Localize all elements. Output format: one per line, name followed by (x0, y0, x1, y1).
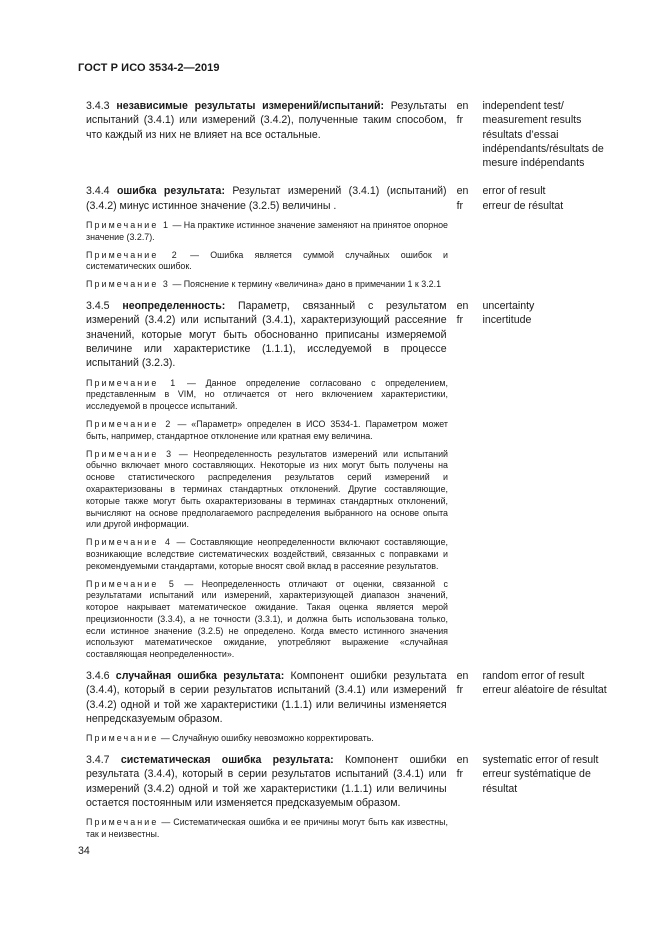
term-entry-3-4-5 (86, 299, 610, 370)
french-term: erreur aléatoire de résultat (482, 684, 607, 697)
note-text: — Данное определение согласовано с определением, представленным в VIM, но отличается от него включением характеристики, исследуемой в процессе испытаний. (86, 377, 448, 412)
lang-en: en (456, 300, 469, 313)
term-number: 3.4.5 (86, 300, 110, 313)
note-text: — На практике истинное значение заменяют на принятое опорное значение (3.2.7). (86, 220, 448, 242)
lang-en: en (456, 185, 469, 198)
language-codes (457, 184, 483, 213)
note-label: Примечание 2 (86, 249, 179, 260)
french-term: erreur de résultat (482, 199, 564, 212)
term-name: ошибка результата: (116, 185, 225, 198)
english-term: error of result (482, 185, 546, 198)
language-codes (457, 753, 483, 810)
note-label: Примечание 1 (86, 377, 178, 388)
note-text: — Систематическая ошибка и ее причины могут быть как известны, так и неизвестны. (86, 817, 448, 840)
lang-fr: fr (456, 114, 464, 127)
lang-fr: fr (456, 684, 464, 697)
term-definition (86, 99, 447, 170)
term-entry-3-4-3 (86, 99, 610, 170)
note (86, 733, 448, 745)
french-term: erreur systématique de résultat (482, 768, 591, 795)
note (86, 220, 448, 244)
term-definition (86, 753, 447, 810)
english-term: random error of result (482, 670, 585, 683)
term-name: систематическая ошибка результата: (120, 754, 334, 767)
foreign-terms (483, 299, 611, 370)
lang-fr: fr (456, 314, 464, 327)
term-entry-3-4-4 (86, 184, 610, 213)
definition-text: Результаты испытаний (3.4.1) или измерений (3.4.2), полученные таким способом, что каждый из них не влияет на все остальные. (86, 100, 447, 141)
note-label: Примечание 3 (86, 279, 170, 290)
note (86, 579, 448, 662)
note (86, 817, 448, 841)
english-term: independent test/ measurement results (482, 100, 582, 127)
term-number: 3.4.7 (86, 754, 110, 767)
lang-en: en (456, 670, 469, 683)
lang-fr: fr (456, 199, 464, 212)
term-name: неопределенность: (122, 300, 226, 313)
english-term: systematic error of result (482, 754, 599, 767)
document-body (86, 99, 610, 847)
note (86, 449, 448, 532)
foreign-terms (483, 753, 611, 810)
note-label: Примечание (86, 817, 159, 828)
note (86, 279, 448, 291)
note (86, 250, 448, 274)
french-term: incertitude (482, 314, 532, 327)
note-text: — Неопределенность результатов измерений или испытаний обычно включает много составляющих. Некоторые из них могут быть получены на основе статистического распределения результатов серий измерений и охарактеризованы в терминах стандартных отклонений. Другие составляющие, которые также могут быть охарактеризованы в терминах стандартных отклонений, вычисляют на основе предполагаемого распределения выбранного на основе опыта или другой информации. (86, 448, 448, 530)
foreign-terms (483, 99, 611, 170)
note (86, 537, 448, 572)
term-entry-3-4-6 (86, 669, 610, 726)
term-number: 3.4.4 (86, 185, 110, 198)
lang-en: en (456, 100, 469, 112)
note-text: — Случайную ошибку невозможно корректировать. (158, 733, 374, 744)
note-text: — Составляющие неопределенности включают составляющие, возникающие вследствие систематических воздействий, связанных с поправками и рекомендуемыми стандартами, которые вносят свой вклад в рассеяние результатов. (86, 537, 448, 571)
foreign-terms (483, 184, 611, 213)
french-term: résultats d’essai indépendants/résultats de mesure indépendants (482, 128, 604, 170)
note-text: — Неопределенность отличают от оценки, связанной с результатами испытаний или измерений, характеризующей диапазон значений, которое накрывает математическое ожидание. Такая оценка является мерой прецизионности (3.3.4), а не точности (3.3.1), и должна быть использована только, если истинное значение (3.2.5) не определено. Когда вместо истинного значения используют математическое ожидание, употребляют выражение «случайная составляющая неопределенности». (86, 578, 448, 660)
note-label: Примечание 5 (86, 578, 176, 589)
note-label: Примечание 2 (86, 418, 173, 429)
term-definition (86, 299, 447, 370)
note-text: — Пояснение к термину «величина» дано в примечании 1 к 3.2.1 (169, 279, 442, 290)
term-number: 3.4.6 (86, 670, 110, 683)
note-label: Примечание (86, 733, 159, 744)
page-number: 34 (78, 845, 90, 857)
note (86, 378, 448, 413)
note-label: Примечание 4 (86, 537, 173, 548)
language-codes (457, 299, 483, 370)
lang-en: en (456, 754, 469, 767)
note-label: Примечание 1 (86, 220, 170, 231)
definition-text: Компонент ошибки результата (3.4.4), который в серии результатов испытаний (3.4.1) или измерений (3.4.2) одной и той же характеристики (1.1.1) или величины остается постоянным или изменяется предсказуемым образом. (86, 754, 447, 809)
document-header: ГОСТ Р ИСО 3534-2—2019 (78, 62, 220, 74)
definition-text: Компонент ошибки результата (3.4.4), который в серии результатов испытаний (3.4.1) или измерений (3.4.2) одной и той же характеристики (1.1.1) или величины изменяется непредсказуемым образом. (86, 670, 447, 725)
language-codes (457, 99, 483, 170)
english-term: uncertainty (482, 300, 535, 313)
note (86, 419, 448, 443)
term-number: 3.4.3 (86, 100, 110, 112)
note-text: — «Параметр» определен в ИСО 3534-1. Параметром может быть, например, стандартное отклонение или кратная ему величина. (86, 418, 448, 441)
definition-text: Параметр, связанный с результатом измерений (3.4.2) или испытаний (3.4.1), характеризующий рассеяние значений, которые могут быть обоснованно приписаны измеряемой величине или характеристике (1.1.1), исследуемой в процессе испытаний (3.2.3). (86, 300, 447, 370)
term-definition (86, 669, 447, 726)
term-entry-3-4-7 (86, 753, 610, 810)
term-definition (86, 184, 447, 213)
foreign-terms (483, 669, 611, 726)
note-label: Примечание 3 (86, 448, 174, 459)
term-name: независимые результаты измерений/испытаний: (116, 100, 385, 112)
definition-text: Результат измерений (3.4.1) (испытаний) (3.4.2) минус истинное значение (3.2.5) величины . (86, 185, 447, 212)
term-name: случайная ошибка результата: (115, 670, 285, 683)
language-codes (457, 669, 483, 726)
lang-fr: fr (456, 768, 464, 781)
note-text: — Ошибка является суммой случайных ошибок и систематических ошибок. (86, 249, 448, 272)
